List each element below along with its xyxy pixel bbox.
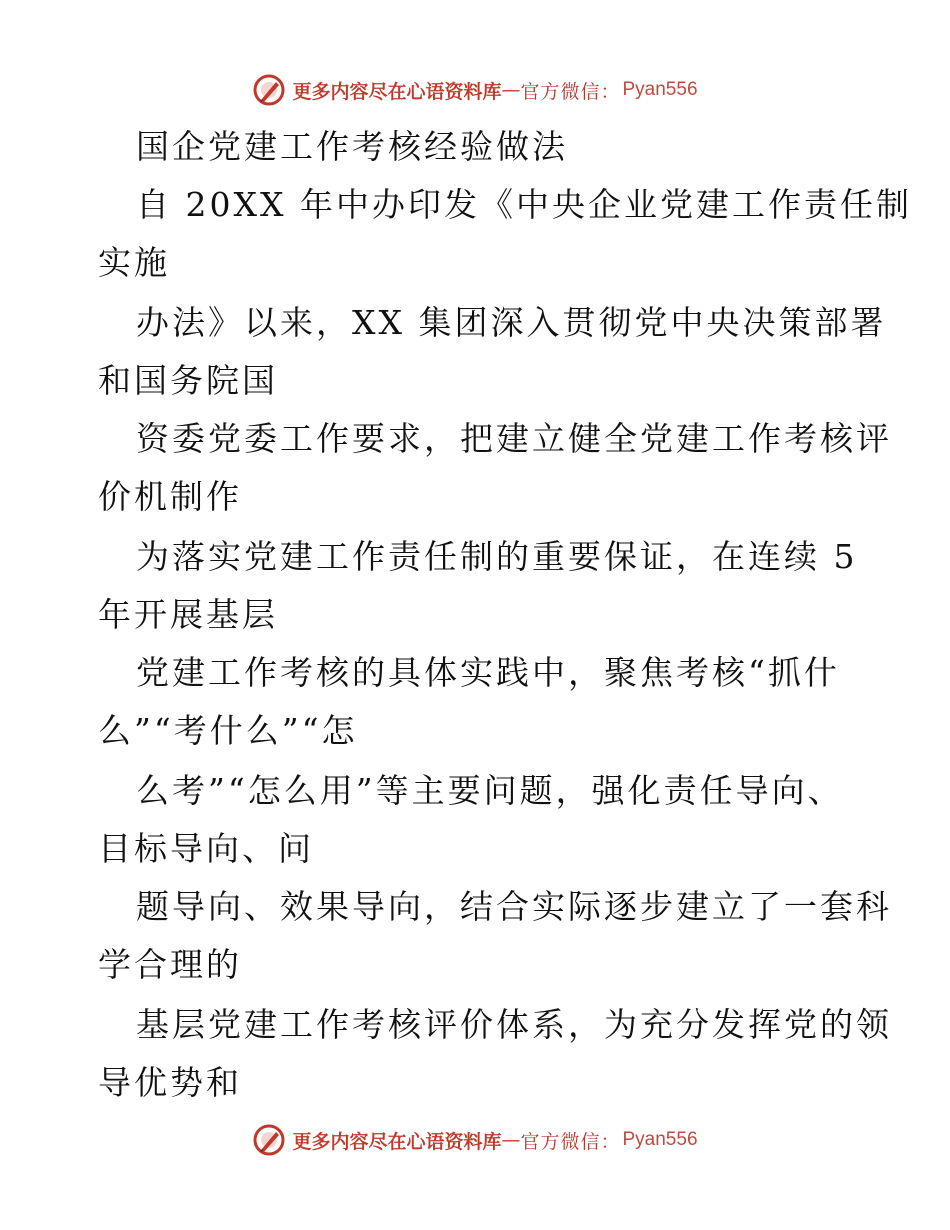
paragraph-line: 目标导向、问 (98, 829, 314, 868)
paragraph-line: 基层党建工作考核评价体系，为充分发挥党的领 (136, 1005, 892, 1044)
paragraph-line: 么考”“怎么用”等主要问题，强化责任导向、 (136, 771, 844, 810)
paragraph-line: 学合理的 (98, 945, 242, 984)
footer-watermark (0, 1120, 950, 1160)
watermark-wechat-id: Pyan556 (622, 1129, 698, 1150)
paragraph-line: 年开展基层 (98, 595, 278, 634)
watermark-dash: — (501, 1129, 521, 1151)
paragraph-line: 党建工作考核的具体实践中，聚焦考核“抓什 (136, 653, 840, 692)
watermark-main-text: 更多内容尽在心语资料库 (292, 1130, 502, 1153)
pen-logo-icon (252, 1123, 286, 1157)
paragraph-line: 办法》以来，XX 集团深入贯彻党中央决策部署 (136, 303, 887, 342)
paragraph-line: 么”“考什么”“怎 (98, 711, 358, 750)
document-title: 国企党建工作考核经验做法 (136, 127, 568, 166)
paragraph-line: 为落实党建工作责任制的重要保证，在连续 5 (136, 537, 858, 576)
watermark-main-text: 更多内容尽在心语资料库 (292, 80, 502, 103)
watermark-wechat-id: Pyan556 (622, 79, 698, 100)
header-watermark (0, 70, 950, 110)
paragraph-line: 题导向、效果导向，结合实际逐步建立了一套科 (136, 887, 892, 926)
paragraph-line: 和国务院国 (98, 361, 278, 400)
watermark-sub-text: 官方微信： (520, 1130, 621, 1153)
paragraph-line: 自 20XX 年中办印发《中央企业党建工作责任制 (136, 185, 912, 224)
paragraph-line: 价机制作 (98, 477, 242, 516)
paragraph-line: 资委党委工作要求，把建立健全党建工作考核评 (136, 419, 892, 458)
watermark-dash: — (501, 79, 521, 101)
watermark-sub-text: 官方微信： (520, 80, 621, 103)
paragraph-line: 导优势和 (98, 1063, 242, 1102)
paragraph-line: 实施 (98, 243, 170, 282)
pen-logo-icon (252, 73, 286, 107)
